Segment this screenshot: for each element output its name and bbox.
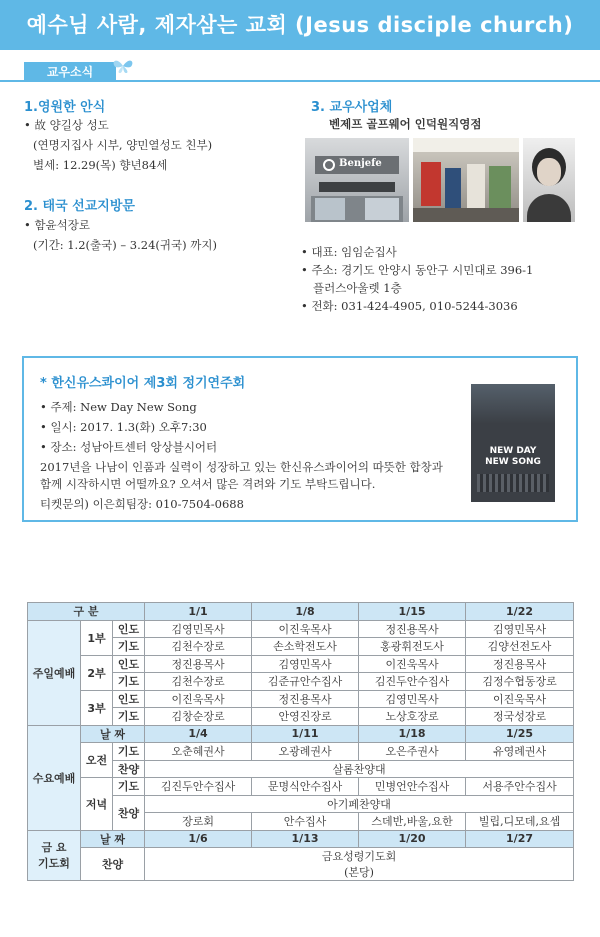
schedule-cell: 김영민목사 [145, 620, 252, 638]
schedule-cell: 살롬찬양대 [145, 760, 574, 778]
schedule-cell: 김준규안수집사 [252, 673, 359, 691]
role-label: 기도 [113, 673, 145, 691]
schedule-cell: 이진욱목사 [466, 690, 574, 708]
schedule-cell: 김영민목사 [466, 620, 574, 638]
schedule-cell: 민병언안수집사 [359, 778, 466, 796]
schedule-cell: 이진욱목사 [252, 620, 359, 638]
store-sign-text: Benjefe [339, 158, 382, 169]
friday-prayer-label [28, 830, 81, 881]
schedule-cell: 정진용목사 [145, 655, 252, 673]
concert-line: • 장소: 성남아트센터 앙상블시어터 [40, 440, 218, 454]
friday-label-line: 금 요 [41, 841, 67, 855]
role-label: 찬양 [81, 848, 145, 881]
role-label: 기도 [113, 638, 145, 656]
section-title-mission-visit: 2. 태국 선교지방문 [24, 199, 135, 214]
schedule-cell: 유영례권사 [466, 743, 574, 761]
concert-line: 2017년을 나남이 인품과 실력이 성장하고 있는 한신유스콰이어의 따뜻한 합창과 [40, 460, 443, 474]
concert-line: • 주제: New Day New Song [40, 400, 197, 414]
poster-title-1: NEW DAY [489, 446, 537, 456]
schedule-cell: 오춘혜권사 [145, 743, 252, 761]
schedule-cell: 서용주안수집사 [466, 778, 574, 796]
schedule-cell: 김영민목사 [252, 655, 359, 673]
poster-title-2: NEW SONG [485, 457, 541, 467]
business-line: 플러스아울렛 1층 [313, 281, 402, 295]
schedule-cell: 오은주권사 [359, 743, 466, 761]
schedule-cell: 장로회 [145, 813, 252, 831]
concert-poster [471, 384, 555, 502]
schedule-date: 1/15 [359, 603, 466, 621]
sunday-service-label: 주일예배 [28, 620, 81, 725]
role-label: 인도 [113, 655, 145, 673]
schedule-cell: 빌립,디모데,요셉 [466, 813, 574, 831]
role-label: 기도 [113, 708, 145, 726]
schedule-cell: 노상호장로 [359, 708, 466, 726]
schedule-cell: 김진두안수집사 [145, 778, 252, 796]
business-line: • 대표: 임임순집사 [301, 245, 397, 259]
schedule-cell: 정진용목사 [466, 655, 574, 673]
business-line: • 주소: 경기도 안양시 동안구 시민대로 396-1 [301, 263, 534, 277]
service-part: 2부 [81, 655, 113, 690]
page-title: 예수님 사람, 제자삼는 교회 (Jesus disciple church) [26, 13, 574, 37]
schedule-date: 1/8 [252, 603, 359, 621]
schedule-cell: 김양선전도사 [466, 638, 574, 656]
role-label: 기도 [113, 778, 145, 796]
role-label: 찬양 [113, 760, 145, 778]
business-line: • 전화: 031-424-4905, 010-5244-3036 [301, 299, 518, 313]
concert-line: 티켓문의) 이은희팀장: 010-7504-0688 [40, 497, 244, 511]
schedule-cell: 김천수장로 [145, 673, 252, 691]
service-part: 저녁 [81, 778, 113, 831]
store-interior-photo [413, 138, 519, 222]
schedule-cell: 김천수장로 [145, 638, 252, 656]
wednesday-service-label: 수요예배 [28, 725, 81, 830]
service-part: 1부 [81, 620, 113, 655]
role-label: 찬양 [113, 795, 145, 830]
schedule-cell: 문명식안수집사 [252, 778, 359, 796]
schedule-date: 1/27 [466, 830, 574, 848]
schedule-date: 1/1 [145, 603, 252, 621]
date-label: 날 짜 [81, 830, 145, 848]
schedule-cell: 정국성장로 [466, 708, 574, 726]
schedule-cell: 홍광휘전도사 [359, 638, 466, 656]
schedule-date: 1/6 [145, 830, 252, 848]
schedule-date: 1/20 [359, 830, 466, 848]
schedule-date: 1/13 [252, 830, 359, 848]
section1-line: • 故 양길상 성도 [24, 118, 109, 132]
schedule-cell: 김정수협동장로 [466, 673, 574, 691]
schedule-cell: 스데반,바울,요한 [359, 813, 466, 831]
schedule-cell: 김진두안수집사 [359, 673, 466, 691]
butterfly-icon [112, 58, 134, 74]
business-name: 벤제프 골프웨어 인덕원직영점 [329, 117, 482, 131]
schedule-date: 1/22 [466, 603, 574, 621]
schedule-cell: 오광례권사 [252, 743, 359, 761]
friday-praise-line: 금요성령기도회 [321, 850, 397, 863]
schedule-date: 1/18 [359, 725, 466, 743]
section1-line: (연명지집사 시부, 양민열성도 친부) [33, 138, 213, 152]
schedule-cell: 아기페찬양대 [145, 795, 574, 813]
role-label: 기도 [113, 743, 145, 761]
section2-line: (기간: 1.2(출국) – 3.24(귀국) 까지) [33, 238, 217, 252]
section-title-eternal-rest: 1.영원한 안식 [24, 100, 106, 115]
service-part: 오전 [81, 743, 113, 778]
role-label: 인도 [113, 620, 145, 638]
concert-title: * 한신유스콰이어 제3회 정기연주회 [40, 376, 246, 391]
schedule-cell: 안영진장로 [252, 708, 359, 726]
schedule-cell: 정진용목사 [252, 690, 359, 708]
concert-line: • 일시: 2017. 1.3(화) 오후7:30 [40, 420, 207, 434]
schedule-cell: 손소학전도사 [252, 638, 359, 656]
date-label: 날 짜 [81, 725, 145, 743]
schedule-cell: 안수집사 [252, 813, 359, 831]
section2-line: • 함윤석장로 [24, 218, 90, 232]
news-tag: 교우소식 [24, 62, 116, 82]
schedule-cell: 김영민목사 [359, 690, 466, 708]
role-label: 인도 [113, 690, 145, 708]
concert-line: 함께 시작하시면 어떨까요? 오셔서 많은 격려와 기도 부탁드립니다. [40, 477, 376, 491]
section-title-business: 3. 교우사업체 [311, 100, 393, 115]
schedule-date: 1/4 [145, 725, 252, 743]
schedule-header-label: 구 분 [28, 603, 145, 621]
schedule-date: 1/11 [252, 725, 359, 743]
section1-line: 별세: 12.29(목) 향년84세 [33, 158, 168, 172]
service-part: 3부 [81, 690, 113, 725]
schedule-cell: 정진용목사 [359, 620, 466, 638]
schedule-date: 1/25 [466, 725, 574, 743]
friday-praise-line: (본당) [344, 866, 374, 879]
owner-portrait-photo [523, 138, 575, 222]
worship-schedule-table [27, 602, 574, 881]
schedule-cell: 김창순장로 [145, 708, 252, 726]
schedule-cell: 이진욱목사 [145, 690, 252, 708]
schedule-cell: 이진욱목사 [359, 655, 466, 673]
schedule-cell [145, 848, 574, 881]
friday-label-line: 기도회 [38, 857, 70, 871]
store-front-photo [305, 138, 409, 222]
